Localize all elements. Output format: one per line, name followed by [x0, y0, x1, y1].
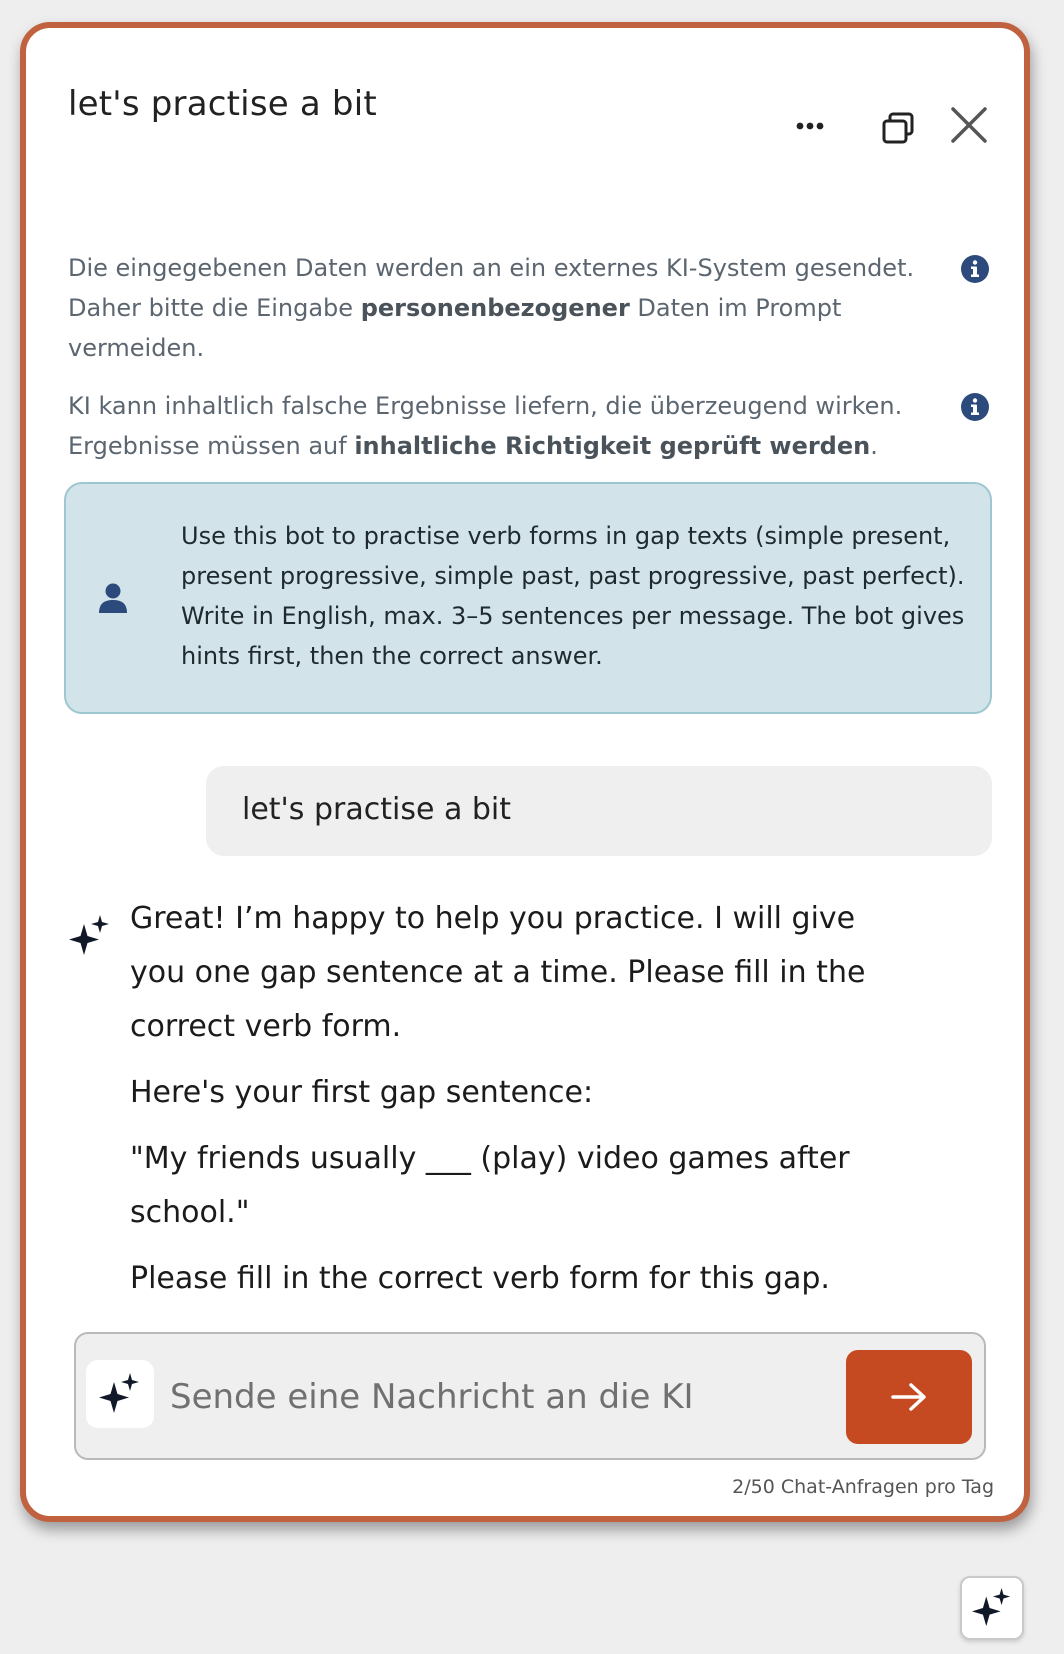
- assistant-paragraph: Here's your first gap sentence:: [130, 1075, 594, 1110]
- ai-chat-launcher-button[interactable]: [960, 1576, 1024, 1640]
- notice-bold-text: personenbezogener: [360, 294, 630, 322]
- accuracy-notice: [68, 386, 948, 466]
- sparkle-icon: [98, 1372, 142, 1416]
- sparkle-icon: [68, 914, 112, 958]
- info-icon[interactable]: [960, 392, 990, 422]
- system-prompt-text: Use this bot to practise verb forms in gap texts (simple present, present progressive, simple past, past progressive, past perfect). Write in English, max. 3–5 sentences per message. The bot gives hints first, then the correct answer.: [181, 522, 965, 670]
- more-horizontal-icon: [795, 121, 825, 131]
- restore-window-icon: [881, 111, 915, 145]
- chat-title: let's practise a bit: [68, 84, 377, 124]
- ai-chat-window: [20, 22, 1030, 1522]
- ai-badge: [86, 1360, 154, 1428]
- message-input[interactable]: [168, 1360, 792, 1434]
- system-prompt-box: [64, 482, 992, 714]
- info-icon[interactable]: [960, 254, 990, 284]
- notice-bold-text: inhaltliche Richtigkeit geprüft werden: [354, 432, 871, 460]
- notice-text: Die eingegebenen Daten werden an ein externes KI-System gesendet. Daher bitte die Eingabe: [68, 254, 915, 322]
- notice-text: KI kann inhaltlich falsche Ergebnisse liefern, die überzeugend wirken. Ergebnisse müssen auf: [68, 392, 903, 460]
- user-message-text: let's practise a bit: [242, 792, 512, 827]
- notice-text: Daten im Prompt vermeiden.: [68, 294, 842, 362]
- message-composer: [74, 1332, 986, 1460]
- notice-text: .: [870, 432, 878, 460]
- assistant-paragraph: "My friends usually ___ (play) video games after school.": [130, 1141, 850, 1230]
- assistant-message: [130, 892, 910, 1318]
- data-privacy-notice: [68, 248, 948, 368]
- user-message: [206, 766, 992, 856]
- arrow-right-icon: [890, 1382, 928, 1412]
- chat-header: [26, 28, 1024, 168]
- close-button[interactable]: [946, 102, 992, 148]
- assistant-paragraph: Please fill in the correct verb form for this gap.: [130, 1261, 830, 1296]
- request-quota: 2/50 Chat-Anfragen pro Tag: [732, 1476, 994, 1498]
- restore-window-button[interactable]: [876, 106, 920, 150]
- more-options-button[interactable]: [790, 106, 830, 146]
- user-icon: [98, 582, 128, 614]
- sparkle-icon: [971, 1587, 1013, 1629]
- close-icon: [950, 106, 988, 144]
- send-button[interactable]: [846, 1350, 972, 1444]
- assistant-paragraph: Great! I’m happy to help you practice. I will give you one gap sentence at a time. Please fill in the correct verb form.: [130, 901, 866, 1044]
